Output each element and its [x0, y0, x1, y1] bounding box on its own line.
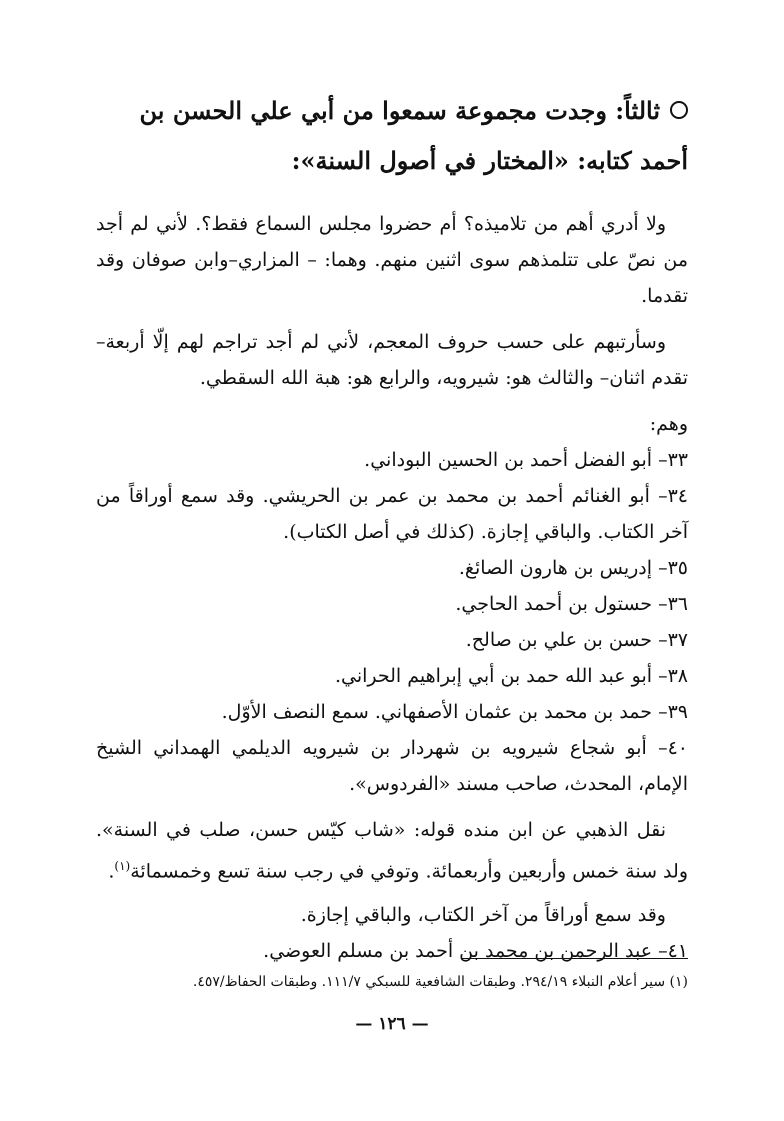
list-item-41: ٤١– عبد الرحمن بن محمد بن أحمد بن مسلم العوضي.	[263, 940, 688, 963]
circle-bullet-icon	[670, 101, 688, 119]
paragraph-note: وقد سمع أوراقاً من آخر الكتاب، والباقي إجازة.	[300, 904, 666, 927]
footnote-reference: (١)	[114, 859, 131, 873]
paragraph-students: ولا أدري أهم من تلاميذه؟ أم حضروا مجلس السماع فقط؟. لأني لم أجد من نصّ على تتلمذهم سوى اثنين منهم. وهما: – المزاري–وابن صوفان وقد تقدما.	[96, 213, 688, 307]
main-text	[96, 86, 688, 969]
list-item-33: ٣٣– أبو الفضل أحمد بن الحسين البوداني.	[364, 449, 688, 471]
paragraph-biography	[96, 812, 688, 889]
list-item-37: ٣٧– حسن بن علي بن صالح.	[465, 629, 688, 651]
list-item-38: ٣٨– أبو عبد الله حمد بن أبي إبراهيم الحراني.	[334, 665, 688, 687]
list-item-34: ٣٤– أبو الغنائم أحمد بن محمد بن عمر بن الحريشي. وقد سمع أوراقاً من آخر الكتاب. والباقي إجازة. (كذلك في أصل الكتاب).	[96, 485, 688, 543]
section-heading-text: ثالثاً: وجدت مجموعة سمعوا من أبي علي الحسن بن أحمد كتابه: «المختار في أصول السنة»:	[139, 96, 688, 175]
list-item-39: ٣٩– حمد بن محمد بن عثمان الأصفهاني. سمع النصف الأوّل.	[221, 701, 688, 723]
list-item-40: ٤٠– أبو شجاع شيرويه بن شهردار بن شيرويه الديلمي الهمداني الشيخ الإمام، المحدث، صاحب مسند «الفردوس».	[96, 737, 688, 795]
page-number: — ١٢٦ —	[355, 1014, 429, 1034]
footnote-divider	[462, 958, 688, 959]
footnote-text: (١) سير أعلام النبلاء ٢٩٤/١٩. وطبقات الشافعية للسبكي ١١١/٧. وطبقات الحفاظ/٤٥٧.	[192, 974, 688, 990]
list-item-35: ٣٥– إدريس بن هارون الصائغ.	[458, 557, 688, 579]
list-intro: وهم:	[649, 413, 688, 435]
list-item-36: ٣٦– حستول بن أحمد الحاجي.	[455, 593, 688, 615]
biography-end: .	[108, 860, 115, 883]
section-heading	[96, 86, 688, 186]
biography-text: نقل الذهبي عن ابن منده قوله: «شاب كيّس حسن، صلب في السنة». ولد سنة خمس وأربعين وأربعمائة. وتوفي في رجب سنة تسع وخمسمائة	[96, 819, 688, 883]
paragraph-ordering: وسأرتبهم على حسب حروف المعجم، لأني لم أجد تراجم لهم إلّا أربعة– تقدم اثنان– والثالث هو: شيرويه، والرابع هو: هبة الله السقطي.	[96, 331, 688, 389]
